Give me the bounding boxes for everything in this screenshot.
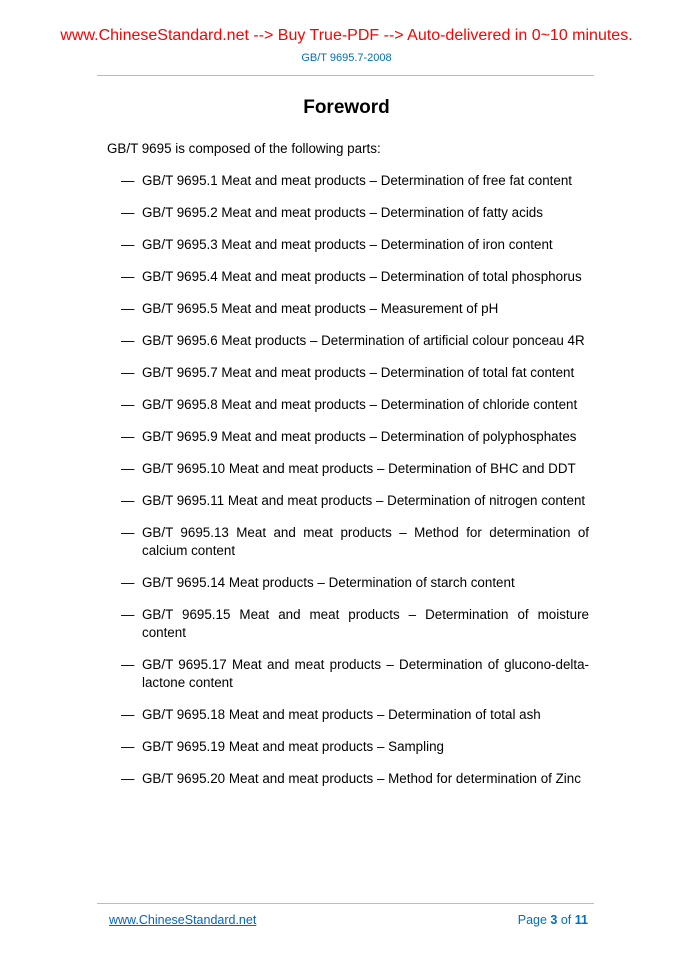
list-dash: — bbox=[121, 771, 135, 786]
page-of: of bbox=[560, 913, 572, 927]
document-code: GB/T 9695.7-2008 bbox=[301, 52, 392, 64]
list-item-text: GB/T 9695.17 Meat and meat products – Determination of glucono-delta-lactone content bbox=[142, 657, 589, 690]
list-item-text: GB/T 9695.20 Meat and meat products – Method for determination of Zinc bbox=[142, 771, 581, 786]
list-item-text: GB/T 9695.19 Meat and meat products – Sampling bbox=[142, 739, 444, 754]
list-item-text: GB/T 9695.10 Meat and meat products – Determination of BHC and DDT bbox=[142, 461, 576, 476]
list-dash: — bbox=[121, 333, 135, 348]
list-item-text: GB/T 9695.6 Meat products – Determination of artificial colour ponceau 4R bbox=[142, 333, 585, 348]
list-dash: — bbox=[121, 237, 135, 252]
page-title: Foreword bbox=[303, 97, 390, 118]
list-dash: — bbox=[121, 707, 135, 722]
parts-list bbox=[0, 172, 589, 802]
list-item bbox=[0, 172, 589, 190]
list-item-text: GB/T 9695.3 Meat and meat products – Determination of iron content bbox=[142, 237, 553, 252]
list-dash: — bbox=[121, 607, 135, 622]
list-item bbox=[0, 428, 589, 446]
list-dash: — bbox=[121, 461, 135, 476]
list-item bbox=[0, 236, 589, 254]
list-item bbox=[0, 268, 589, 286]
list-item bbox=[0, 300, 589, 318]
list-item bbox=[0, 332, 589, 350]
list-dash: — bbox=[121, 429, 135, 444]
list-dash: — bbox=[121, 269, 135, 284]
purchase-banner[interactable]: www.ChineseStandard.net --> Buy True-PDF --> Auto-delivered in 0~10 minutes. bbox=[60, 27, 633, 44]
page-number bbox=[518, 913, 588, 927]
list-dash: — bbox=[121, 397, 135, 412]
list-dash: — bbox=[121, 575, 135, 590]
list-item bbox=[0, 524, 589, 560]
list-item-text: GB/T 9695.8 Meat and meat products – Determination of chloride content bbox=[142, 397, 578, 412]
list-item bbox=[0, 706, 589, 724]
list-item-text: GB/T 9695.11 Meat and meat products – Determination of nitrogen content bbox=[142, 493, 586, 508]
list-dash: — bbox=[121, 739, 135, 754]
list-item-text: GB/T 9695.5 Meat and meat products – Measurement of pH bbox=[142, 301, 499, 316]
list-item bbox=[0, 656, 589, 692]
page-label: Page bbox=[517, 913, 547, 927]
footer-divider bbox=[97, 903, 594, 904]
list-dash: — bbox=[121, 205, 135, 220]
list-dash: — bbox=[121, 657, 135, 672]
list-item bbox=[0, 574, 589, 592]
list-dash: — bbox=[121, 173, 135, 188]
list-item bbox=[0, 364, 589, 382]
footer-website-link[interactable]: www.ChineseStandard.net bbox=[109, 913, 257, 927]
list-item bbox=[0, 606, 589, 642]
list-item bbox=[0, 738, 589, 756]
list-item-text: GB/T 9695.4 Meat and meat products – Determination of total phosphorus bbox=[142, 269, 582, 284]
list-item bbox=[0, 204, 589, 222]
header-divider bbox=[97, 75, 594, 76]
list-item-text: GB/T 9695.15 Meat and meat products – Determination of moisture content bbox=[142, 607, 589, 640]
list-dash: — bbox=[121, 365, 135, 380]
list-dash: — bbox=[121, 525, 135, 540]
list-item-text: GB/T 9695.7 Meat and meat products – Determination of total fat content bbox=[142, 365, 575, 380]
list-item-text: GB/T 9695.9 Meat and meat products – Determination of polyphosphates bbox=[142, 429, 577, 444]
page-current: 3 bbox=[550, 913, 558, 927]
list-item-text: GB/T 9695.18 Meat and meat products – Determination of total ash bbox=[142, 707, 541, 722]
list-item bbox=[0, 492, 589, 510]
list-dash: — bbox=[121, 301, 135, 316]
page-total: 11 bbox=[574, 913, 588, 927]
list-item-text: GB/T 9695.2 Meat and meat products – Determination of fatty acids bbox=[142, 205, 543, 220]
list-item bbox=[0, 396, 589, 414]
list-item bbox=[0, 460, 589, 478]
list-item bbox=[0, 770, 589, 788]
list-item-text: GB/T 9695.1 Meat and meat products – Determination of free fat content bbox=[142, 173, 572, 188]
intro-paragraph: GB/T 9695 is composed of the following parts: bbox=[107, 141, 381, 156]
list-item-text: GB/T 9695.13 Meat and meat products – Method for determination of calcium content bbox=[142, 525, 589, 558]
list-dash: — bbox=[121, 493, 135, 508]
list-item-text: GB/T 9695.14 Meat products – Determination of starch content bbox=[142, 575, 515, 590]
